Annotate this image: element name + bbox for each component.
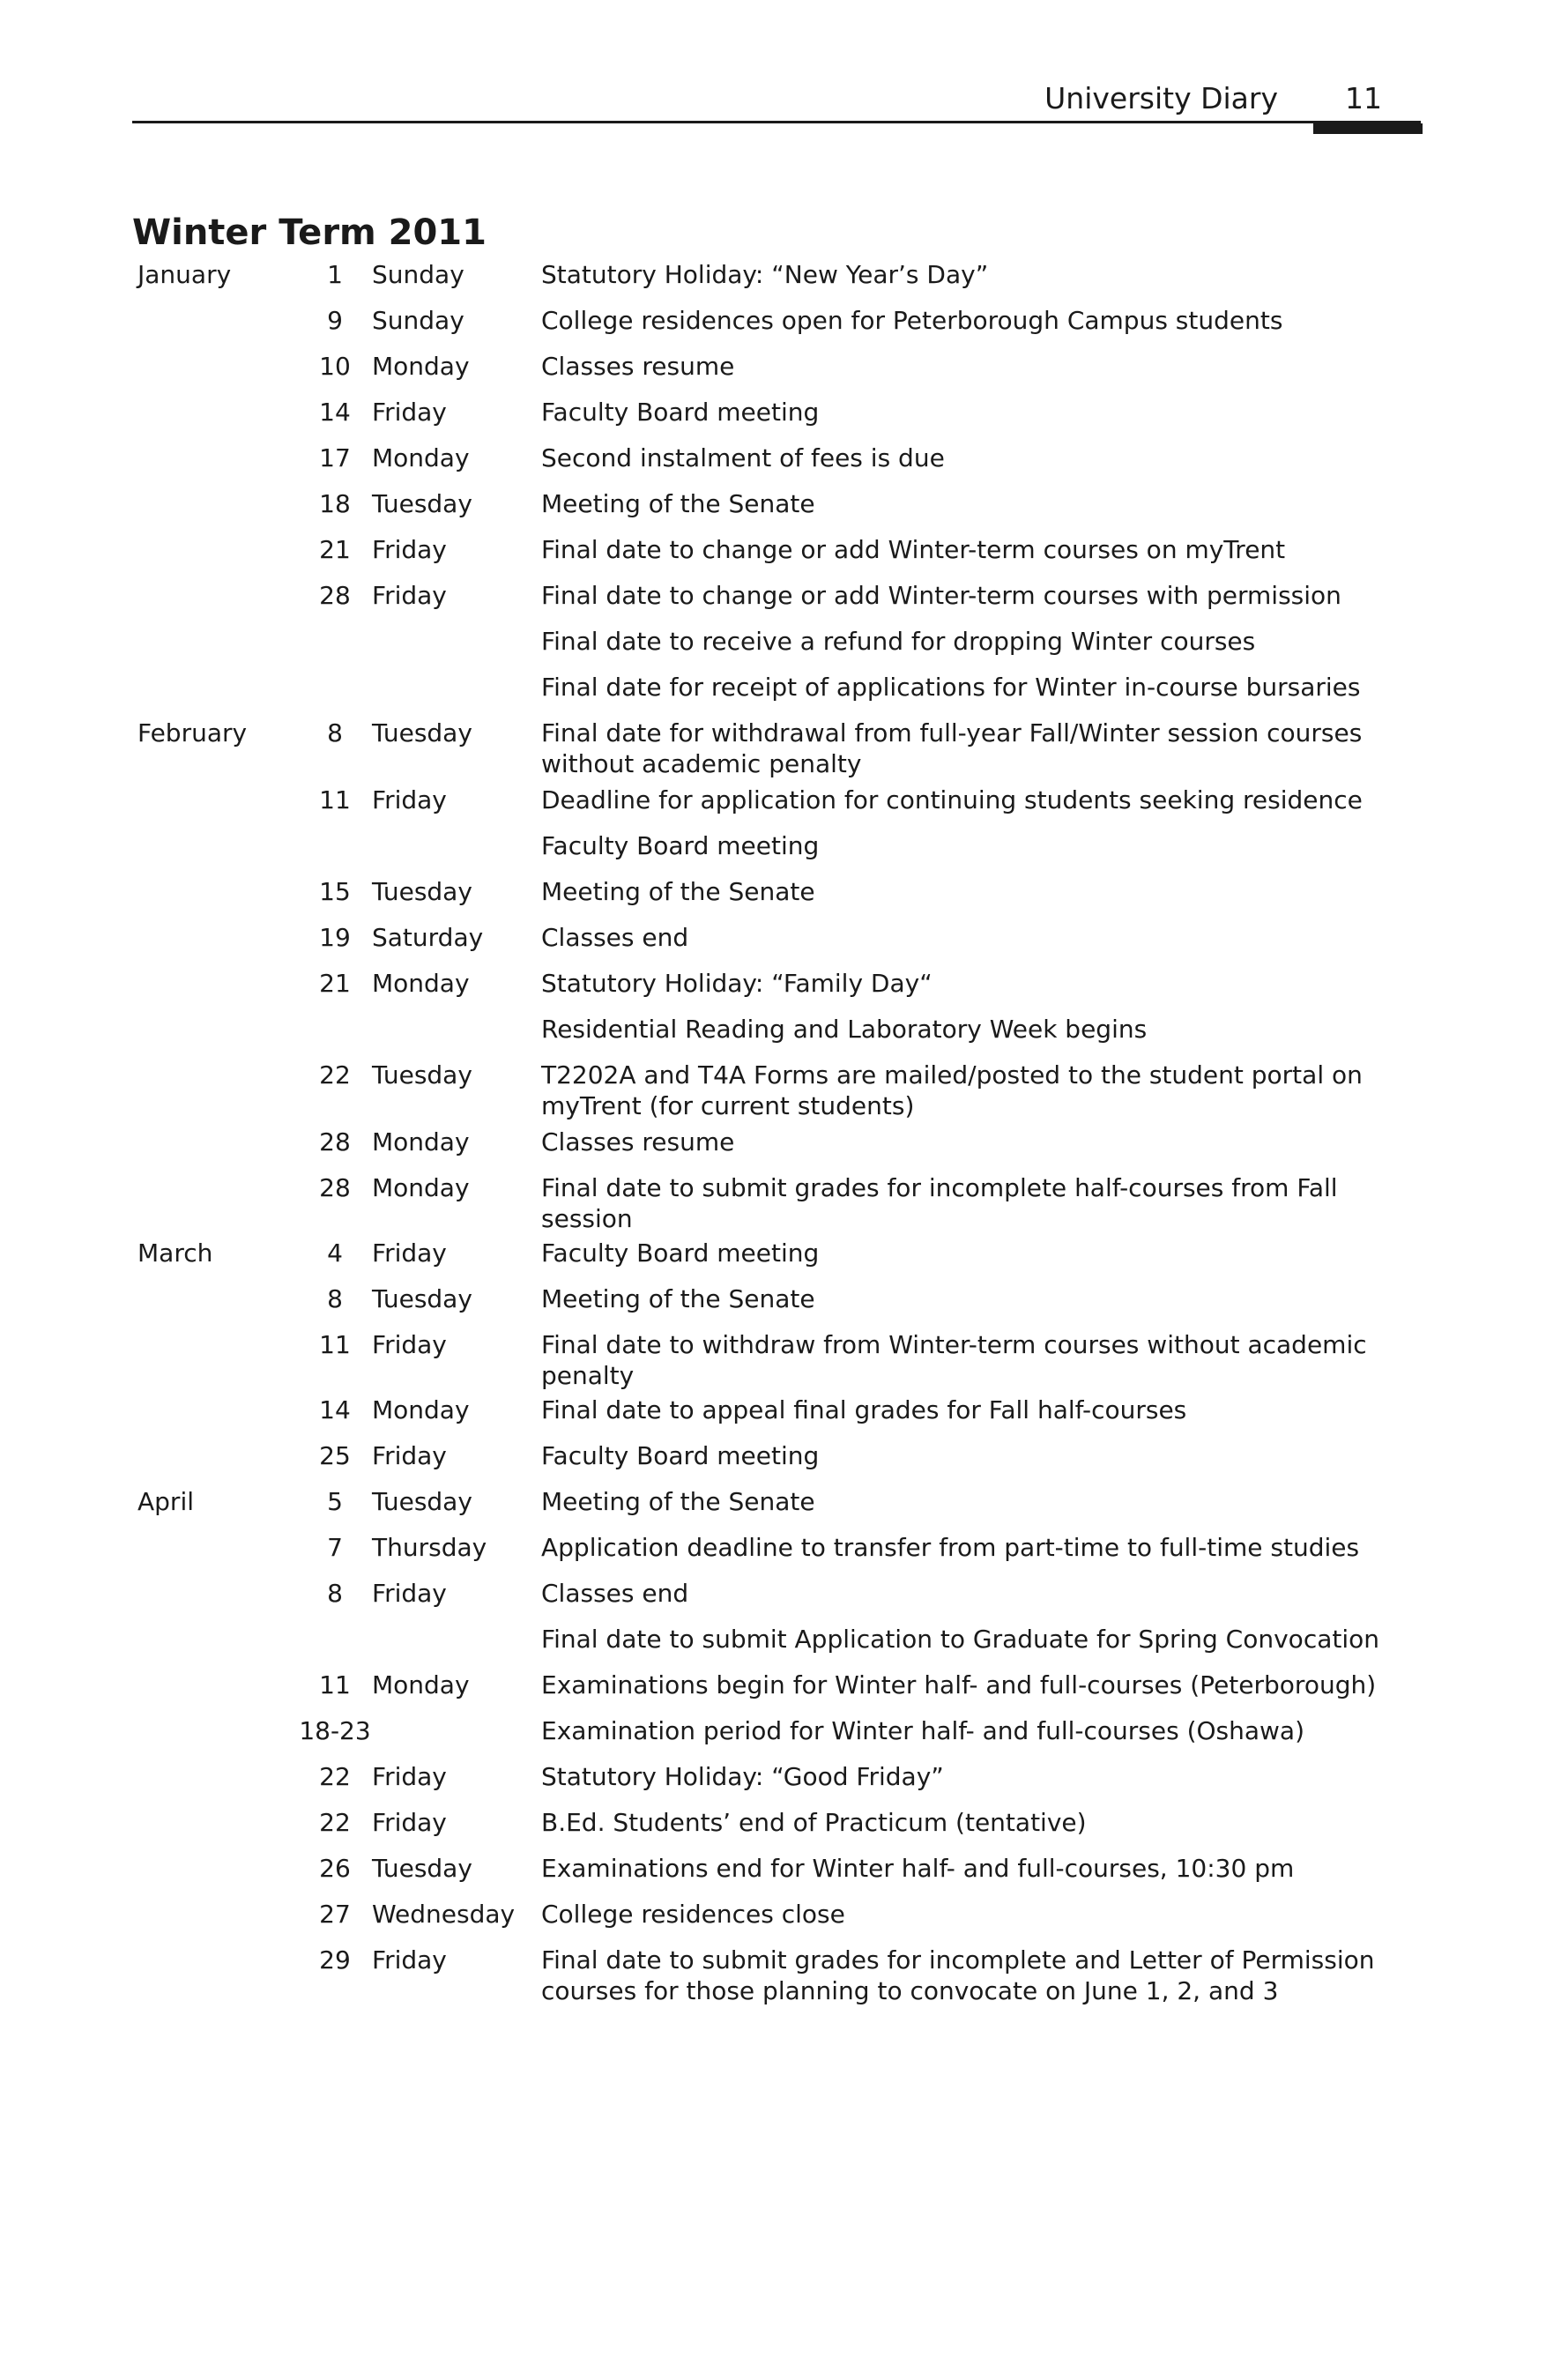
day-number: 18 bbox=[319, 489, 351, 518]
diary-row bbox=[132, 576, 1428, 622]
day-number: 15 bbox=[319, 877, 351, 906]
diary-row bbox=[132, 827, 1428, 873]
weekday-label: Friday bbox=[372, 1579, 447, 1608]
month-label: January bbox=[137, 260, 232, 289]
diary-table bbox=[132, 256, 1428, 2008]
day-number: 29 bbox=[319, 1945, 351, 1975]
event-description: Second instalment of fees is due bbox=[541, 443, 945, 472]
event-description: Final date to appeal final grades for Fall half-courses bbox=[541, 1395, 1187, 1424]
diary-row bbox=[132, 714, 1428, 781]
event-description: Examination period for Winter half- and full-courses (Oshawa) bbox=[541, 1716, 1305, 1745]
weekday-label: Tuesday bbox=[372, 1284, 472, 1313]
event-description: Final date to withdraw from Winter-term courses without academic penalty bbox=[541, 1330, 1367, 1390]
diary-row bbox=[132, 668, 1428, 714]
weekday-label: Friday bbox=[372, 1441, 447, 1470]
weekday-label: Friday bbox=[372, 1945, 447, 1975]
event-description: T2202A and T4A Forms are mailed/posted to the student portal on myTrent (for current students) bbox=[541, 1060, 1363, 1120]
day-number: 27 bbox=[319, 1900, 351, 1929]
event-description: Statutory Holiday: “Family Day“ bbox=[541, 969, 933, 998]
diary-row bbox=[132, 485, 1428, 531]
header-tab-bar bbox=[1313, 123, 1423, 134]
page-header bbox=[132, 79, 1421, 123]
event-description: Classes resume bbox=[541, 1127, 735, 1157]
event-description: Classes end bbox=[541, 923, 689, 952]
diary-row bbox=[132, 1712, 1428, 1758]
event-description: Statutory Holiday: “New Year’s Day” bbox=[541, 260, 989, 289]
weekday-label: Friday bbox=[372, 1330, 447, 1359]
diary-row bbox=[132, 1234, 1428, 1280]
day-number: 26 bbox=[319, 1854, 351, 1883]
event-description: Final date to change or add Winter-term courses with permission bbox=[541, 581, 1341, 610]
diary-row bbox=[132, 301, 1428, 347]
diary-row bbox=[132, 1758, 1428, 1804]
month-label: March bbox=[137, 1238, 213, 1268]
day-number: 5 bbox=[327, 1487, 343, 1516]
diary-row bbox=[132, 1056, 1428, 1123]
event-description: Examinations end for Winter half- and full-courses, 10:30 pm bbox=[541, 1854, 1295, 1883]
day-number: 17 bbox=[319, 443, 351, 472]
event-description: Meeting of the Senate bbox=[541, 489, 815, 518]
diary-row bbox=[132, 1169, 1428, 1234]
diary-row bbox=[132, 622, 1428, 668]
diary-row bbox=[132, 1483, 1428, 1528]
diary-row bbox=[132, 781, 1428, 827]
day-number: 19 bbox=[319, 923, 351, 952]
weekday-label: Monday bbox=[372, 1395, 470, 1424]
diary-row bbox=[132, 1391, 1428, 1437]
day-number: 25 bbox=[319, 1441, 351, 1470]
day-number: 8 bbox=[327, 1284, 343, 1313]
event-description: Final date to change or add Winter-term courses on myTrent bbox=[541, 535, 1286, 564]
event-description: College residences open for Peterborough Campus students bbox=[541, 306, 1283, 335]
event-description: Final date to submit grades for incomplete and Letter of Permission courses for those planning to convocate on June 1, 2, and 3 bbox=[541, 1945, 1375, 2005]
weekday-label: Friday bbox=[372, 1762, 447, 1791]
day-number: 28 bbox=[319, 1173, 351, 1202]
day-number: 9 bbox=[327, 306, 343, 335]
event-description: Final date for withdrawal from full-year Fall/Winter session courses without academic penalty bbox=[541, 718, 1363, 778]
day-number: 28 bbox=[319, 581, 351, 610]
day-number: 14 bbox=[319, 398, 351, 427]
weekday-label: Tuesday bbox=[372, 1487, 472, 1516]
running-header-title: University Diary bbox=[1044, 81, 1278, 115]
day-number: 11 bbox=[319, 1670, 351, 1699]
day-number: 8 bbox=[327, 718, 343, 747]
event-description: Application deadline to transfer from part-time to full-time studies bbox=[541, 1533, 1360, 1562]
diary-row bbox=[132, 1574, 1428, 1620]
weekday-label: Sunday bbox=[372, 306, 464, 335]
weekday-label: Monday bbox=[372, 443, 470, 472]
weekday-label: Tuesday bbox=[372, 1060, 472, 1090]
diary-row bbox=[132, 439, 1428, 485]
diary-row bbox=[132, 1804, 1428, 1849]
diary-row bbox=[132, 1528, 1428, 1574]
weekday-label: Monday bbox=[372, 1173, 470, 1202]
diary-row bbox=[132, 256, 1428, 301]
day-number: 8 bbox=[327, 1579, 343, 1608]
diary-row bbox=[132, 1437, 1428, 1483]
event-description: Faculty Board meeting bbox=[541, 831, 820, 860]
event-description: Final date to submit Application to Graduate for Spring Convocation bbox=[541, 1625, 1380, 1654]
diary-row bbox=[132, 873, 1428, 919]
weekday-label: Monday bbox=[372, 352, 470, 381]
day-number: 18-23 bbox=[299, 1716, 371, 1745]
day-number: 7 bbox=[327, 1533, 343, 1562]
diary-row bbox=[132, 393, 1428, 439]
diary-row bbox=[132, 919, 1428, 964]
event-description: Final date for receipt of applications for Winter in-course bursaries bbox=[541, 673, 1361, 702]
weekday-label: Monday bbox=[372, 969, 470, 998]
event-description: Classes resume bbox=[541, 352, 735, 381]
month-label: April bbox=[137, 1487, 194, 1516]
weekday-label: Friday bbox=[372, 785, 447, 814]
weekday-label: Sunday bbox=[372, 260, 464, 289]
event-description: Meeting of the Senate bbox=[541, 1284, 815, 1313]
day-number: 14 bbox=[319, 1395, 351, 1424]
diary-row bbox=[132, 1326, 1428, 1391]
diary-row bbox=[132, 1849, 1428, 1895]
diary-row bbox=[132, 347, 1428, 393]
day-number: 22 bbox=[319, 1762, 351, 1791]
weekday-label: Friday bbox=[372, 1808, 447, 1837]
day-number: 1 bbox=[327, 260, 343, 289]
event-description: Faculty Board meeting bbox=[541, 1238, 820, 1268]
month-label: February bbox=[137, 718, 248, 747]
weekday-label: Saturday bbox=[372, 923, 484, 952]
day-number: 4 bbox=[327, 1238, 343, 1268]
day-number: 21 bbox=[319, 535, 351, 564]
day-number: 21 bbox=[319, 969, 351, 998]
diary-row bbox=[132, 1010, 1428, 1056]
day-number: 11 bbox=[319, 1330, 351, 1359]
event-description: Classes end bbox=[541, 1579, 689, 1608]
event-description: Deadline for application for continuing students seeking residence bbox=[541, 785, 1363, 814]
event-description: Statutory Holiday: “Good Friday” bbox=[541, 1762, 944, 1791]
diary-row bbox=[132, 1895, 1428, 1941]
day-number: 22 bbox=[319, 1060, 351, 1090]
header-rule bbox=[132, 121, 1421, 123]
event-description: Final date to submit grades for incomplete half-courses from Fall session bbox=[541, 1173, 1338, 1233]
weekday-label: Monday bbox=[372, 1127, 470, 1157]
event-description: Residential Reading and Laboratory Week begins bbox=[541, 1015, 1148, 1044]
weekday-label: Friday bbox=[372, 1238, 447, 1268]
day-number: 11 bbox=[319, 785, 351, 814]
diary-row bbox=[132, 1666, 1428, 1712]
day-number: 22 bbox=[319, 1808, 351, 1837]
diary-row bbox=[132, 531, 1428, 576]
event-description: College residences close bbox=[541, 1900, 845, 1929]
day-number: 10 bbox=[319, 352, 351, 381]
weekday-label: Tuesday bbox=[372, 877, 472, 906]
weekday-label: Tuesday bbox=[372, 1854, 472, 1883]
diary-row bbox=[132, 1280, 1428, 1326]
event-description: Faculty Board meeting bbox=[541, 1441, 820, 1470]
weekday-label: Friday bbox=[372, 398, 447, 427]
event-description: Examinations begin for Winter half- and full-courses (Peterborough) bbox=[541, 1670, 1377, 1699]
weekday-label: Friday bbox=[372, 581, 447, 610]
event-description: Meeting of the Senate bbox=[541, 1487, 815, 1516]
weekday-label: Thursday bbox=[372, 1533, 487, 1562]
event-description: Final date to receive a refund for dropping Winter courses bbox=[541, 627, 1256, 656]
weekday-label: Friday bbox=[372, 535, 447, 564]
page-number: 11 bbox=[1345, 81, 1382, 115]
weekday-label: Tuesday bbox=[372, 489, 472, 518]
weekday-label: Tuesday bbox=[372, 718, 472, 747]
diary-row bbox=[132, 1620, 1428, 1666]
term-title: Winter Term 2011 bbox=[132, 212, 487, 253]
weekday-label: Wednesday bbox=[372, 1900, 516, 1929]
diary-row bbox=[132, 1123, 1428, 1169]
diary-row bbox=[132, 964, 1428, 1010]
diary-row bbox=[132, 1941, 1428, 2008]
day-number: 28 bbox=[319, 1127, 351, 1157]
event-description: B.Ed. Students’ end of Practicum (tentative) bbox=[541, 1808, 1087, 1837]
event-description: Meeting of the Senate bbox=[541, 877, 815, 906]
event-description: Faculty Board meeting bbox=[541, 398, 820, 427]
weekday-label: Monday bbox=[372, 1670, 470, 1699]
